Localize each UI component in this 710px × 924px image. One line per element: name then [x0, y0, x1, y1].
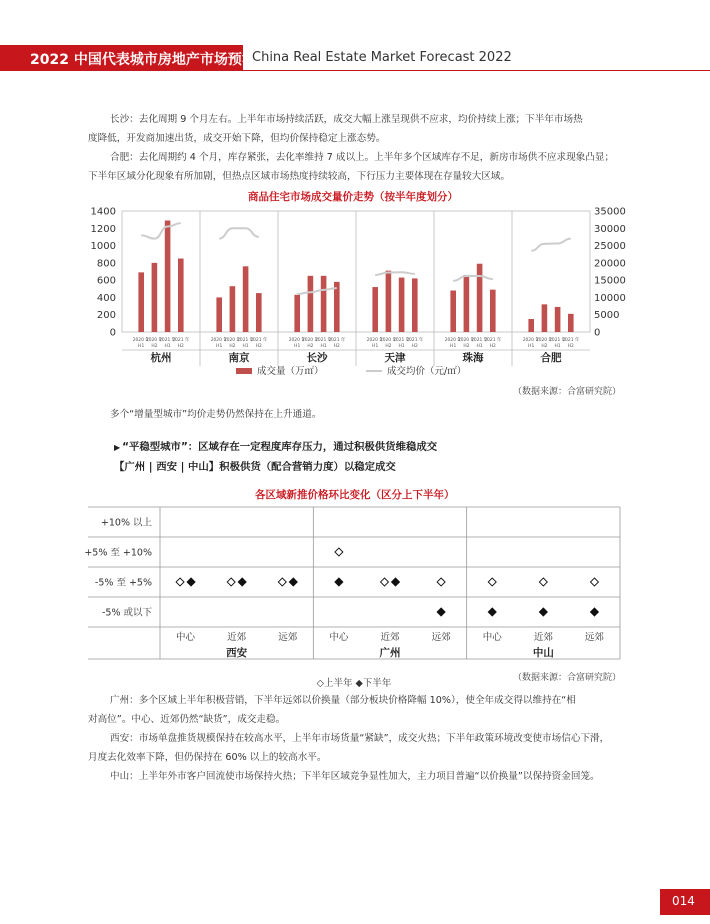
- city-label: 天津: [384, 352, 406, 364]
- grid2-row-label: -5% 或以下: [101, 607, 152, 619]
- volume-bar: [152, 263, 158, 332]
- city-label: 合肥: [540, 352, 562, 364]
- x-tick-half-label: H1: [476, 344, 483, 349]
- subheading-line-1: [114, 438, 437, 453]
- x-tick-year-label: 2020 年: [522, 338, 540, 343]
- header-title-cn: 2022 中国代表城市房地产市场预测: [30, 52, 256, 68]
- x-tick-half-label: H2: [255, 344, 262, 349]
- header-rule: [243, 70, 710, 71]
- volume-bar: [321, 276, 327, 332]
- volume-bar: [412, 278, 418, 332]
- volume-bar: [230, 286, 236, 332]
- grid2-zone-label: 近郊: [533, 632, 553, 643]
- x-tick-year-label: 2021 年: [172, 338, 190, 343]
- grid2-zone-label: 中心: [329, 632, 349, 643]
- h2-diamond: [238, 578, 246, 586]
- x-tick-half-label: H1: [528, 344, 535, 349]
- volume-bar: [477, 264, 483, 332]
- x-tick-half-label: H1: [138, 344, 145, 349]
- x-tick-half-label: H2: [177, 344, 184, 349]
- y-right-tick-label: 5000: [594, 310, 620, 322]
- y-left-tick-label: 600: [96, 275, 116, 287]
- x-tick-year-label: 2021 年: [237, 338, 255, 343]
- paragraph-zhongshan-1: 中山：上半年外市客户回流使市场保持火热；下半年区域竞争显性加大，主力项目普遍“以价换量”以保持资金回笼。: [110, 771, 600, 782]
- x-tick-half-label: H2: [151, 344, 158, 349]
- x-tick-half-label: H2: [541, 344, 548, 349]
- y-left-tick-label: 1200: [90, 223, 116, 235]
- grid2-legend: ◇上半年 ◆下半年: [316, 678, 392, 689]
- h1-diamond: [227, 578, 235, 586]
- page-number-box: [660, 889, 710, 915]
- volume-bar: [178, 259, 184, 332]
- y-right-tick-label: 35000: [594, 206, 626, 218]
- x-tick-half-label: H1: [294, 344, 301, 349]
- x-tick-half-label: H1: [242, 344, 249, 349]
- city-label: 长沙: [306, 352, 328, 364]
- page-number: 014: [672, 894, 695, 908]
- price-line: [453, 276, 493, 281]
- volume-bar: [568, 314, 574, 332]
- h2-diamond: [488, 608, 496, 616]
- h1-diamond: [590, 578, 598, 586]
- volume-bar: [334, 282, 340, 332]
- x-tick-year-label: 2021 年: [562, 338, 580, 343]
- x-tick-half-label: H2: [463, 344, 470, 349]
- grid2-zone-label: 远郊: [584, 632, 604, 643]
- paragraph-changsha-1: 长沙：去化周期 9 个月左右。上半年市场持续活跃，成交大幅上涨呈现供不应求，均价持续上涨；下半年市场热: [110, 114, 583, 125]
- x-tick-half-label: H1: [554, 344, 561, 349]
- grid2-city-label: 西安: [226, 647, 248, 659]
- bullet-triangle-icon: ▶: [114, 443, 121, 452]
- x-tick-half-label: H2: [411, 344, 418, 349]
- h2-diamond: [289, 578, 297, 586]
- x-tick-year-label: 2020 年: [301, 338, 319, 343]
- h2-diamond: [392, 578, 400, 586]
- grid2-zone-label: 近郊: [227, 632, 247, 643]
- paragraph-guangzhou-2: 对高位”。中心、近郊仍然“缺货”，成交走稳。: [88, 714, 286, 725]
- h2-diamond: [590, 608, 598, 616]
- volume-bar: [216, 297, 222, 332]
- volume-bar: [386, 271, 392, 332]
- x-tick-year-label: 2021 年: [406, 338, 424, 343]
- paragraph-changsha-2: 度降低，开发商加速出货，成交开始下降，但均价保持稳定上涨态势。: [88, 133, 386, 144]
- price-line: [141, 223, 181, 239]
- x-tick-year-label: 2021 年: [315, 338, 333, 343]
- legend-volume-label: 成交量（万㎡）: [257, 366, 324, 377]
- y-left-tick-label: 800: [96, 258, 116, 270]
- x-tick-year-label: 2021 年: [549, 338, 567, 343]
- y-right-tick-label: 0: [594, 327, 601, 339]
- grid2-row-label: +10% 以上: [100, 517, 152, 529]
- x-tick-year-label: 2021 年: [471, 338, 489, 343]
- x-tick-half-label: H1: [320, 344, 327, 349]
- x-tick-year-label: 2020 年: [379, 338, 397, 343]
- price-line: [375, 272, 415, 275]
- price-line: [297, 288, 337, 294]
- x-tick-half-label: H2: [385, 344, 392, 349]
- city-label: 珠海: [462, 352, 484, 364]
- x-tick-year-label: 2021 年: [250, 338, 268, 343]
- y-right-tick-label: 10000: [594, 292, 626, 304]
- volume-bar: [399, 278, 405, 332]
- grid2-row-label: +5% 至 +10%: [84, 547, 152, 559]
- paragraph-guangzhou-1: 广州：多个区域上半年积极营销，下半年远郊以价换量（部分板块价格降幅 10%），使全年成交得以维持在“相: [110, 695, 576, 706]
- x-tick-year-label: 2020 年: [288, 338, 306, 343]
- paragraph-xian-1: 西安：市场单盘推货规模保持在较高水平，上半年市场货量“紧缺”，成交火热；下半年政策环境改变使市场信心下滑，: [110, 733, 610, 744]
- volume-bar: [294, 295, 300, 332]
- y-left-tick-label: 1400: [90, 206, 116, 218]
- x-tick-year-label: 2020 年: [210, 338, 228, 343]
- x-tick-half-label: H2: [567, 344, 574, 349]
- volume-bar: [528, 319, 534, 332]
- x-tick-year-label: 2020 年: [132, 338, 150, 343]
- chart2-title: 各区域新推价格环比变化（区分上下半年）: [255, 489, 455, 501]
- volume-bar: [490, 290, 496, 332]
- x-tick-half-label: H1: [372, 344, 379, 349]
- grid2-zone-label: 中心: [176, 632, 196, 643]
- legend-price-label: 成交均价（元/㎡）: [387, 366, 467, 377]
- h1-diamond: [335, 548, 343, 556]
- volume-bar: [450, 291, 456, 332]
- grid2-zone-label: 远郊: [278, 632, 298, 643]
- x-tick-year-label: 2020 年: [457, 338, 475, 343]
- x-tick-year-label: 2020 年: [535, 338, 553, 343]
- volume-bar: [138, 272, 144, 332]
- h2-diamond: [539, 608, 547, 616]
- x-tick-half-label: H2: [333, 344, 340, 349]
- x-tick-year-label: 2021 年: [393, 338, 411, 343]
- volume-bar: [308, 276, 314, 332]
- volume-bar: [542, 304, 548, 332]
- x-tick-half-label: H1: [216, 344, 223, 349]
- h1-diamond: [437, 578, 445, 586]
- x-tick-half-label: H1: [164, 344, 171, 349]
- y-right-tick-label: 25000: [594, 241, 626, 253]
- x-tick-year-label: 2020 年: [223, 338, 241, 343]
- y-left-tick-label: 0: [109, 327, 116, 339]
- price-line: [219, 228, 259, 238]
- y-left-tick-label: 1000: [90, 241, 116, 253]
- x-tick-year-label: 2020 年: [444, 338, 462, 343]
- x-tick-year-label: 2021 年: [484, 338, 502, 343]
- paragraph-after-chart: 多个“增量型城市”均价走势仍然保持在上升通道。: [110, 409, 322, 420]
- x-tick-half-label: H2: [307, 344, 314, 349]
- paragraph-hefei-1: 合肥：去化周期约 4 个月，库存紧张，去化率维持 7 成以上。上半年多个区域库存不足，新房市场供不应求现象凸显；: [110, 152, 615, 163]
- chart1-source: （数据来源：合富研究院）: [513, 387, 622, 397]
- header-title-en: China Real Estate Market Forecast 2022: [252, 50, 512, 65]
- paragraph-xian-2: 月度去化效率下降，但仍保持在 60% 以上的较高水平。: [88, 752, 327, 763]
- h1-diamond: [539, 578, 547, 586]
- subheading-line-2: 【广州 | 西安 | 中山】积极供货（配合营销力度）以稳定成交: [114, 461, 396, 473]
- city-label: 杭州: [150, 352, 172, 364]
- y-left-tick-label: 400: [96, 292, 116, 304]
- volume-bar: [555, 307, 561, 332]
- h2-diamond: [187, 578, 195, 586]
- x-tick-year-label: 2020 年: [366, 338, 384, 343]
- volume-price-chart: [0, 200, 710, 385]
- h1-diamond: [176, 578, 184, 586]
- grid2-row-label: -5% 至 +5%: [94, 577, 152, 589]
- chart2-source: （数据来源：合富研究院）: [513, 673, 622, 683]
- grid2-zone-label: 远郊: [431, 632, 451, 643]
- grid2-zone-label: 近郊: [380, 632, 400, 643]
- y-right-tick-label: 15000: [594, 275, 626, 287]
- city-label: 南京: [228, 352, 250, 364]
- paragraph-hefei-2: 下半年区域分化现象有所加剧，但热点区域市场热度持续较高，下行压力主要体现在存量较大区域。: [88, 171, 511, 182]
- legend-volume-swatch: [236, 368, 252, 374]
- y-right-tick-label: 20000: [594, 258, 626, 270]
- y-left-tick-label: 200: [96, 310, 116, 322]
- h2-diamond: [335, 578, 343, 586]
- x-tick-year-label: 2021 年: [159, 338, 177, 343]
- x-tick-year-label: 2021 年: [328, 338, 346, 343]
- x-tick-year-label: 2020 年: [145, 338, 163, 343]
- h1-diamond: [488, 578, 496, 586]
- grid2-zone-label: 中心: [482, 632, 502, 643]
- grid2-city-label: 中山: [532, 647, 554, 659]
- volume-bar: [372, 287, 378, 332]
- volume-bar: [243, 266, 249, 332]
- page-header: [0, 45, 710, 71]
- volume-bar: [165, 221, 171, 332]
- x-tick-half-label: H2: [229, 344, 236, 349]
- volume-bar: [256, 293, 262, 332]
- subheading-text-1: “平稳型城市”：区域存在一定程度库存压力，通过积极供货维稳成交: [122, 441, 438, 453]
- x-tick-half-label: H1: [450, 344, 457, 349]
- chart1-title: 商品住宅市场成交量价走势（按半年度划分）: [248, 191, 458, 203]
- y-right-tick-label: 30000: [594, 223, 626, 235]
- h1-diamond: [381, 578, 389, 586]
- h2-diamond: [437, 608, 445, 616]
- h1-diamond: [278, 578, 286, 586]
- price-line: [531, 239, 571, 251]
- x-tick-half-label: H1: [398, 344, 405, 349]
- x-tick-half-label: H2: [489, 344, 496, 349]
- grid2-city-label: 广州: [379, 647, 401, 659]
- volume-bar: [464, 275, 470, 332]
